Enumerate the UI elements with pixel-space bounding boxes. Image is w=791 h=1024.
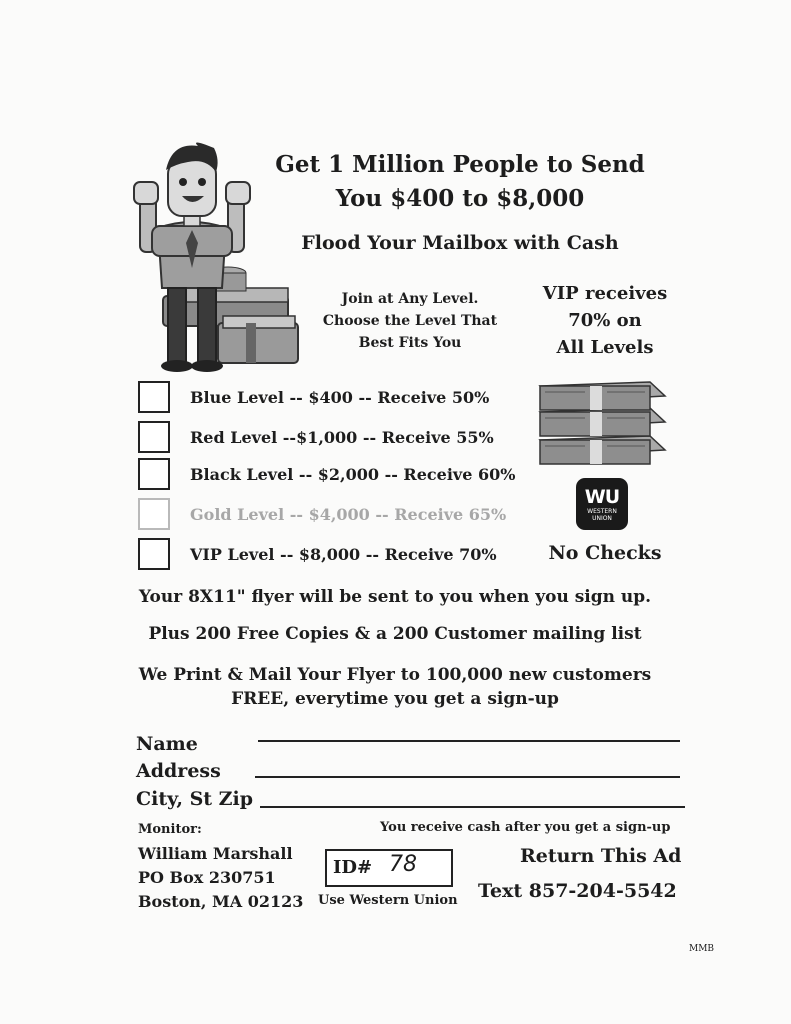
level-checkbox-blue[interactable] [138, 381, 170, 413]
vip-line-1: VIP receives [542, 283, 668, 304]
id-label: ID# [333, 857, 373, 878]
level-option-vip [138, 537, 497, 571]
name-label: Name [136, 733, 198, 755]
name-field-line[interactable] [258, 740, 680, 742]
western-union-logo-name-line-2: UNION [592, 515, 612, 522]
vip-line-2: 70% on [568, 310, 642, 331]
western-union-logo [576, 478, 628, 530]
vip-note [525, 280, 685, 361]
level-label-gold: Gold Level -- $4,000 -- Receive 65% [190, 504, 507, 524]
western-union-logo-name [576, 508, 628, 522]
western-union-logo-letters: WU [584, 486, 620, 508]
level-checkbox-gold[interactable] [138, 498, 170, 530]
level-option-black [138, 457, 515, 491]
print-mail-line-1: We Print & Mail Your Flyer to 100,000 new customers [138, 665, 652, 685]
id-handwritten-value: 78 [389, 852, 417, 877]
print-mail-line-2: FREE, everytime you get a sign-up [231, 689, 559, 709]
flyer-note: Your 8X11" flyer will be sent to you when you sign up. [138, 587, 652, 607]
city-state-zip-field-line[interactable] [260, 806, 685, 808]
headline [250, 148, 670, 216]
cash-bundles-illustration [535, 378, 670, 470]
headline-line-1: Get 1 Million People to Send [275, 151, 645, 178]
subheadline: Flood Your Mailbox with Cash [301, 232, 619, 254]
monitor-po-box: PO Box 230751 [138, 868, 276, 887]
receive-cash-note: You receive cash after you get a sign-up [380, 820, 671, 835]
monitor-contact-block [138, 818, 303, 914]
level-checkbox-red[interactable] [138, 421, 170, 453]
city-state-zip-label: City, St Zip [136, 788, 254, 810]
level-option-red [138, 420, 494, 454]
monitor-city: Boston, MA 02123 [138, 892, 304, 911]
join-line-1: Join at Any Level. [341, 291, 479, 307]
join-line-2: Choose the Level That [322, 313, 498, 329]
return-ad-note: Return This Ad [520, 845, 682, 867]
level-option-blue [138, 380, 489, 414]
print-mail-note [100, 663, 690, 711]
address-label: Address [136, 760, 221, 782]
headline-line-2: You $400 to $8,000 [335, 185, 585, 212]
text-phone-number: Text 857-204-5542 [478, 880, 677, 902]
level-label-blue: Blue Level -- $400 -- Receive 50% [190, 387, 490, 407]
western-union-logo-name-line-1: WESTERN [587, 508, 617, 515]
level-label-vip: VIP Level -- $8,000 -- Receive 70% [190, 544, 497, 564]
level-option-gold [138, 497, 506, 531]
join-note [300, 288, 520, 354]
footer-initials: MMB [689, 944, 715, 954]
monitor-name: William Marshall [138, 844, 293, 863]
no-checks-note: No Checks [548, 542, 662, 564]
vip-line-3: All Levels [556, 337, 654, 358]
join-line-3: Best Fits You [358, 335, 462, 351]
id-box[interactable] [325, 849, 453, 887]
monitor-label: Monitor: [138, 822, 202, 837]
level-label-red: Red Level --$1,000 -- Receive 55% [190, 427, 494, 447]
level-label-black: Black Level -- $2,000 -- Receive 60% [190, 464, 516, 484]
use-western-union-note: Use Western Union [318, 893, 458, 908]
level-checkbox-vip[interactable] [138, 538, 170, 570]
level-checkbox-black[interactable] [138, 458, 170, 490]
address-field-line[interactable] [255, 776, 680, 778]
copies-note: Plus 200 Free Copies & a 200 Customer mailing list [148, 624, 642, 644]
